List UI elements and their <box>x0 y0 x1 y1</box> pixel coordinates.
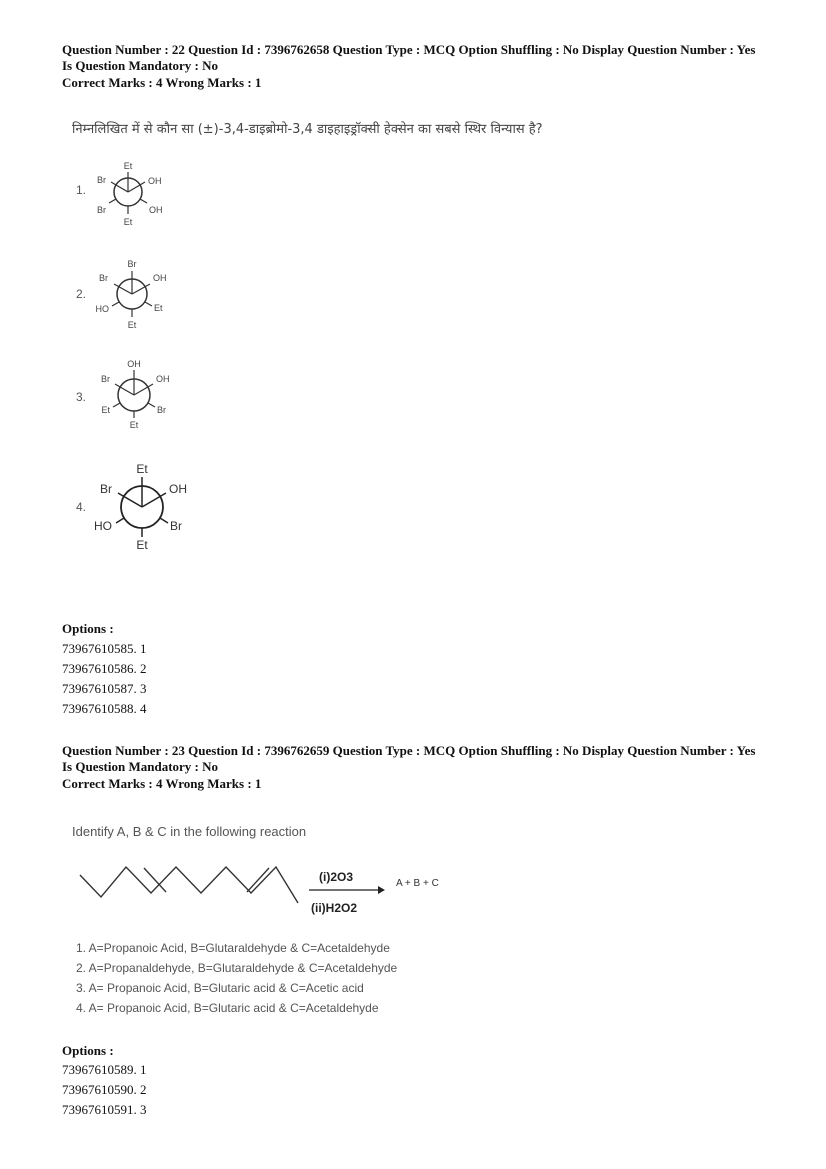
q23-option-3[interactable]: 73967610591. 3 <box>62 1102 147 1117</box>
structure-4-number: 4. <box>76 500 87 514</box>
q22-header-line1: Question Number : 22 Question Id : 7396762658 Question Type : MCQ Option Shuffling : No Display Question Number : Yes <box>62 42 756 57</box>
s1-back-left: Br <box>97 205 106 215</box>
s1-front-top: Et <box>123 161 133 171</box>
s2-front-left: Br <box>99 273 108 283</box>
s3-back-left: Et <box>101 405 110 415</box>
q22-option-3[interactable]: 73967610587. 3 <box>62 681 147 696</box>
s2-back-right: Et <box>154 303 163 313</box>
q23-header-line1: Question Number : 23 Question Id : 7396762659 Question Type : MCQ Option Shuffling : No Display Question Number : Yes <box>62 743 756 758</box>
structure-3-number: 3. <box>76 390 87 404</box>
s1-back-bottom: Et <box>123 217 133 227</box>
q23-option-2[interactable]: 73967610590. 2 <box>62 1082 147 1097</box>
s3-back-right: Br <box>157 405 166 415</box>
q23-choice-4: 4. A= Propanoic Acid, B=Glutaric acid & C=Acetaldehyde <box>76 1001 379 1015</box>
q22-option-1[interactable]: 73967610585. 1 <box>62 641 147 656</box>
structure-2-number: 2. <box>76 287 87 301</box>
structure-1-number: 1. <box>76 183 87 197</box>
q23-question-text: Identify A, B & C in the following reaction <box>72 824 307 839</box>
s4-back-left: HO <box>94 519 112 533</box>
q23-options-label: Options : <box>62 1043 114 1058</box>
q23-header-line2: Is Question Mandatory : No <box>62 759 219 774</box>
s3-front-left: Br <box>101 374 110 384</box>
s1-back-right: OH <box>149 205 163 215</box>
s3-back-bottom: Et <box>129 420 139 430</box>
q22-question-text: निम्नलिखित में से कौन सा (±)-3,4-डाइब्रोमो-3,4 डाइहाइड्रॉक्सी हेक्सेन का सबसे स्थिर विन्यास है? <box>72 122 543 137</box>
s4-front-left: Br <box>100 482 112 496</box>
q22-header-line2: Is Question Mandatory : No <box>62 58 219 73</box>
q23-choice-2: 2. A=Propanaldehyde, B=Glutaraldehyde & C=Acetaldehyde <box>76 961 398 975</box>
newman-structure-2 <box>90 255 180 333</box>
q23-choice-3: 3. A= Propanoic Acid, B=Glutaric acid & C=Acetic acid <box>76 981 364 995</box>
q22-option-4[interactable]: 73967610588. 4 <box>62 701 147 716</box>
s4-back-bottom: Et <box>136 538 148 552</box>
q22-option-2[interactable]: 73967610586. 2 <box>62 661 147 676</box>
s3-front-right: OH <box>156 374 170 384</box>
reaction-products: A + B + C <box>396 878 439 889</box>
reagent-peroxide: (ii)H2O2 <box>311 901 358 915</box>
s2-front-right: OH <box>153 273 167 283</box>
q22-options-label: Options : <box>62 621 114 636</box>
q23-marks: Correct Marks : 4 Wrong Marks : 1 <box>62 776 262 791</box>
reaction-scheme <box>76 855 476 925</box>
q23-option-1[interactable]: 73967610589. 1 <box>62 1062 147 1077</box>
s4-front-right: OH <box>169 482 187 496</box>
q23-choice-1: 1. A=Propanoic Acid, B=Glutaraldehyde & C=Acetaldehyde <box>76 941 390 955</box>
s3-front-top: OH <box>127 359 141 369</box>
s1-front-right: OH <box>148 176 162 186</box>
q22-marks: Correct Marks : 4 Wrong Marks : 1 <box>62 75 262 90</box>
reagent-ozone: (i)2O3 <box>319 870 354 884</box>
s1-front-left: Br <box>97 175 106 185</box>
newman-structure-1 <box>86 155 176 230</box>
s2-back-bottom: Et <box>127 320 137 330</box>
s2-back-left: HO <box>95 304 109 314</box>
newman-structure-4 <box>90 460 200 555</box>
newman-structure-3 <box>92 355 182 435</box>
s2-front-top: Br <box>127 259 137 269</box>
s4-back-right: Br <box>170 519 182 533</box>
s4-front-top: Et <box>136 462 148 476</box>
